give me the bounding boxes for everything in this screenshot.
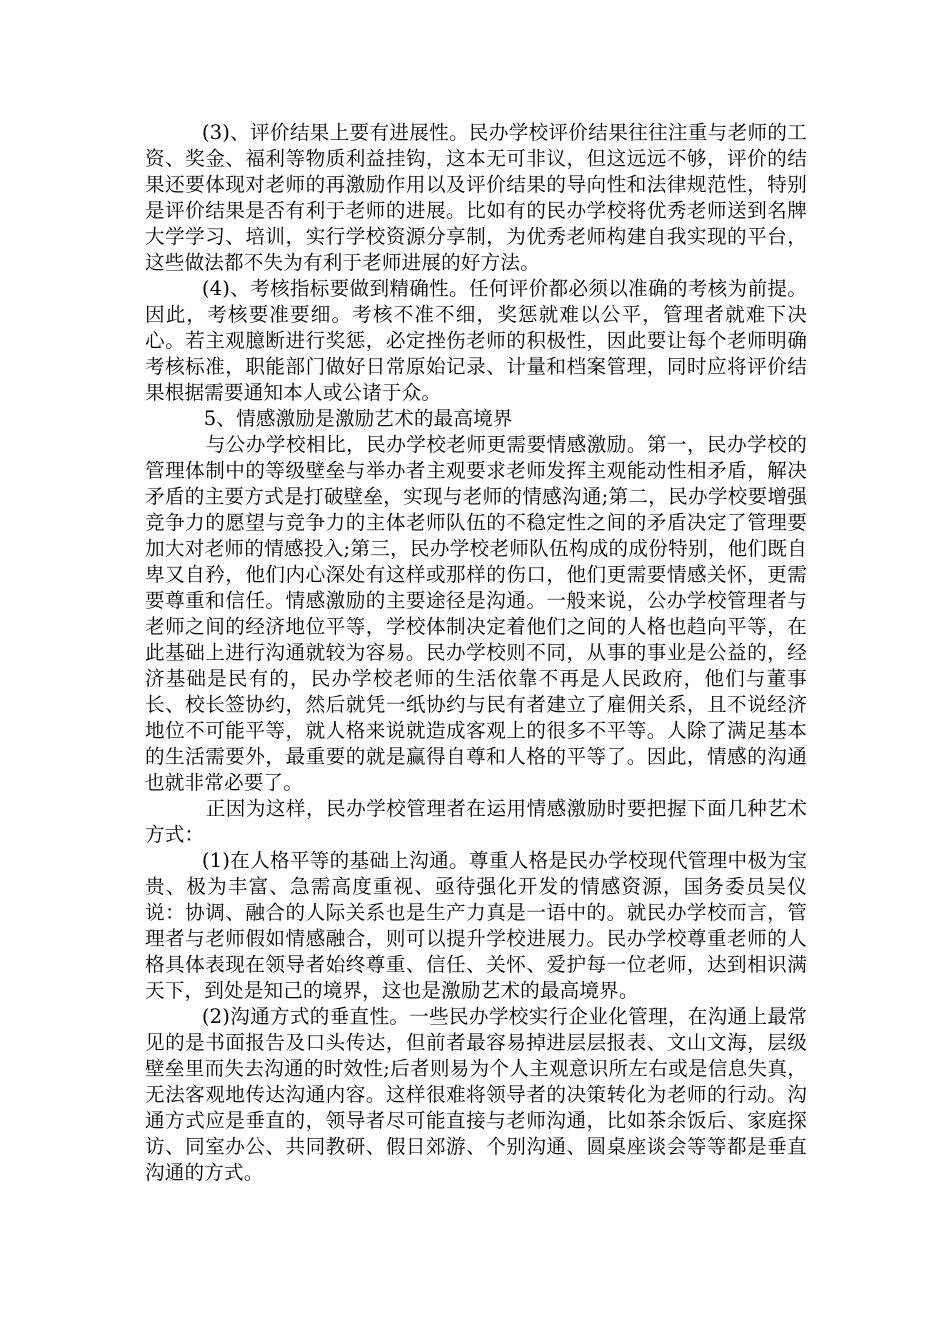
paragraph-equal-personality-communication: (1)在人格平等的基础上沟通。尊重人格是民办学校现代管理中极为宝贵、极为丰富、急需高度重视、亟待强化开发的情感资源，国务委员吴仪说：协调、融合的人际关系也是生产力真是一语中的。就民办学校而言，管理者与老师假如情感融合，则可以提升学校进展力。民办学校尊重老师的人格具体表现在领导者始终尊重、信任、关怀、爱护每一位老师，达到相识满天下，到处是知己的境界，这也是激励艺术的最高境界。 bbox=[145, 849, 807, 1002]
document-page bbox=[145, 120, 807, 1186]
section-heading-emotional-incentive: 5、情感激励是激励艺术的最高境界 bbox=[203, 407, 513, 430]
paragraph-assessment-precision: (4)、考核指标要做到精确性。任何评价都必须以准确的考核为前提。因此，考核要准要细。考核不准不细，奖惩就难以公平，管理者就难下决心。若主观臆断进行奖惩，必定挫伤老师的积极性，因此要让每个老师明确考核标准，职能部门做好日常原始记录、计量和档案管理，同时应将评价结果根据需要通知本人或公诸于众。 bbox=[145, 277, 807, 404]
paragraph-emotional-incentive-intro: 与公办学校相比，民办学校老师更需要情感激励。第一，民办学校的管理体制中的等级壁垒与举办者主观要求老师发挥主观能动性相矛盾，解决矛盾的主要方式是打破壁垒，实现与老师的情感沟通;第二，民办学校要增强竞争力的愿望与竞争力的主体老师队伍的不稳定性之间的矛盾决定了管理要加大对老师的情感投入;第三，民办学校老师队伍构成的成份特别，他们既自卑又自矜，他们内心深处有这样或那样的伤口，他们更需要情感关怀，更需要尊重和信任。情感激励的主要途径是沟通。一般来说，公办学校管理者与老师之间的经济地位平等，学校体制决定着他们之间的人格也趋向平等，在此基础上进行沟通就较为容易。民办学校则不同，从事的事业是公益的，经济基础是民有的，民办学校老师的生活依靠不再是人民政府，他们与董事长、校长签协约，然后就凭一纸协约与民有者建立了雇佣关系，且不说经济地位不可能平等，就人格来说就造成客观上的很多不平等。人除了满足基本的生活需要外，最重要的就是赢得自尊和人格的平等了。因此，情感的沟通也就非常必要了。 bbox=[145, 433, 807, 794]
paragraph-art-methods-lead: 正因为这样，民办学校管理者在运用情感激励时要把握下面几种艺术方式： bbox=[145, 797, 807, 846]
paragraph-evaluation-progress: (3)、评价结果上要有进展性。民办学校评价结果往往注重与老师的工资、奖金、福利等物质利益挂钩，这本无可非议，但这远远不够，评价的结果还要体现对老师的再激励作用以及评价结果的导向性和法律规范性，特别是评价结果是否有利于老师的进展。比如有的民办学校将优秀老师送到名牌大学学习、培训，实行学校资源分享制，为优秀老师构建自我实现的平台，这些做法都不失为有利于老师进展的好方法。 bbox=[145, 121, 807, 274]
paragraph-vertical-communication: (2)沟通方式的垂直性。一些民办学校实行企业化管理，在沟通上最常见的是书面报告及口头传达，但前者最容易掉进层层报表、文山文海，层级壁垒里而失去沟通的时效性;后者则易为个人主观意识所左右或是信息失真，无法客观地传达沟通内容。这样很难将领导者的决策转化为老师的行动。沟通方式应是垂直的，领导者尽可能直接与老师沟通，比如茶余饭后、家庭探访、同室办公、共同教研、假日郊游、个别沟通、圆桌座谈会等等都是垂直沟通的方式。 bbox=[145, 1005, 807, 1184]
